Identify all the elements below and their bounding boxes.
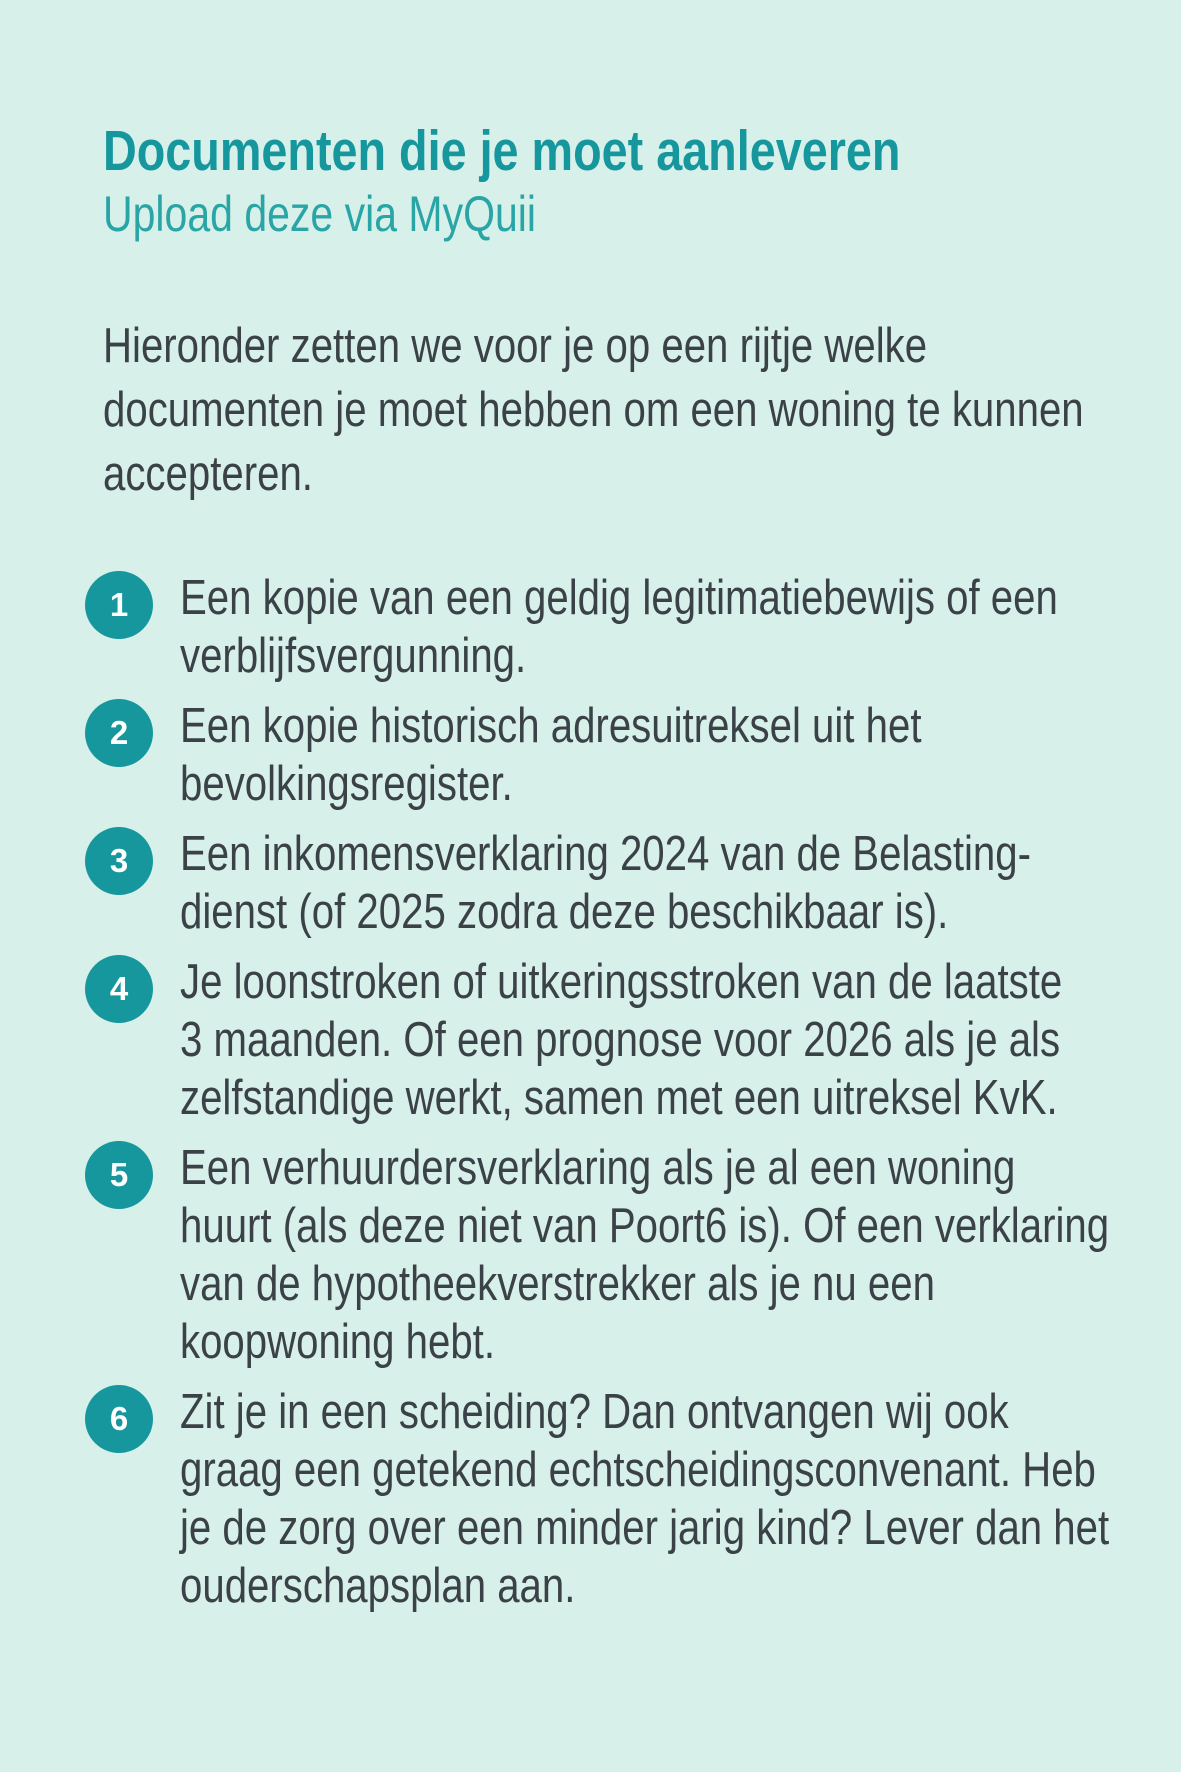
item-number-badge: 1 bbox=[85, 571, 153, 639]
item-text bbox=[180, 825, 1181, 941]
item-line: 3 maanden. Of een prognose voor 2026 als je als bbox=[180, 1013, 1061, 1067]
item-line: Een kopie historisch adresuitreksel uit het bbox=[180, 699, 922, 753]
item-number-badge: 2 bbox=[85, 699, 153, 767]
item-number-badge: 4 bbox=[85, 955, 153, 1023]
item-text bbox=[180, 697, 1084, 813]
intro-line: accepteren. bbox=[103, 447, 313, 501]
item-number-badge: 5 bbox=[85, 1141, 153, 1209]
item-text bbox=[180, 1383, 1181, 1615]
item-line: dienst (of 2025 zodra deze beschikbaar is). bbox=[180, 885, 949, 939]
checklist-item bbox=[85, 953, 1181, 1127]
item-line: Je loonstroken of uitkeringsstroken van de laatste bbox=[180, 955, 1063, 1009]
checklist-item bbox=[85, 697, 1181, 813]
item-line: van de hypotheekverstrekker als je nu een bbox=[180, 1257, 935, 1311]
checklist-item bbox=[85, 1383, 1181, 1615]
item-line: je de zorg over een minder jarig kind? Lever dan het bbox=[180, 1501, 1110, 1555]
documents-checklist bbox=[85, 569, 1181, 1627]
checklist-item bbox=[85, 825, 1181, 941]
item-line: graag een getekend echtscheidingsconvenant. Heb bbox=[180, 1443, 1096, 1497]
item-line: huurt (als deze niet van Poort6 is). Of een verklaring bbox=[180, 1199, 1110, 1253]
item-line: Een kopie van een geldig legitimatiebewijs of een bbox=[180, 571, 1058, 625]
checklist-item bbox=[85, 1139, 1181, 1371]
page-title: Documenten die je moet aanleveren bbox=[103, 119, 901, 183]
item-line: Zit je in een scheiding? Dan ontvangen wij ook bbox=[180, 1385, 1009, 1439]
item-line: bevolkingsregister. bbox=[180, 757, 513, 811]
item-line: koopwoning hebt. bbox=[180, 1315, 495, 1369]
item-number-badge: 3 bbox=[85, 827, 153, 895]
intro-line: Hieronder zetten we voor je op een rijtje welke bbox=[103, 319, 928, 373]
item-text bbox=[180, 1139, 1181, 1371]
item-text bbox=[180, 569, 1181, 685]
item-line: Een verhuurdersverklaring als je al een woning bbox=[180, 1141, 1016, 1195]
item-line: zelfstandige werkt, samen met een uitreksel KvK. bbox=[180, 1071, 1058, 1125]
item-line: verblijfsvergunning. bbox=[180, 629, 527, 683]
item-text bbox=[180, 953, 1181, 1127]
item-line: ouderschapsplan aan. bbox=[180, 1559, 576, 1613]
page-subtitle: Upload deze via MyQuii bbox=[103, 186, 536, 242]
checklist-item bbox=[85, 569, 1181, 685]
item-number-badge: 6 bbox=[85, 1385, 153, 1453]
intro-paragraph bbox=[103, 314, 1181, 506]
intro-line: documenten je moet hebben om een woning te kunnen bbox=[103, 383, 1084, 437]
item-line: Een inkomensverklaring 2024 van de Belasting- bbox=[180, 827, 1031, 881]
